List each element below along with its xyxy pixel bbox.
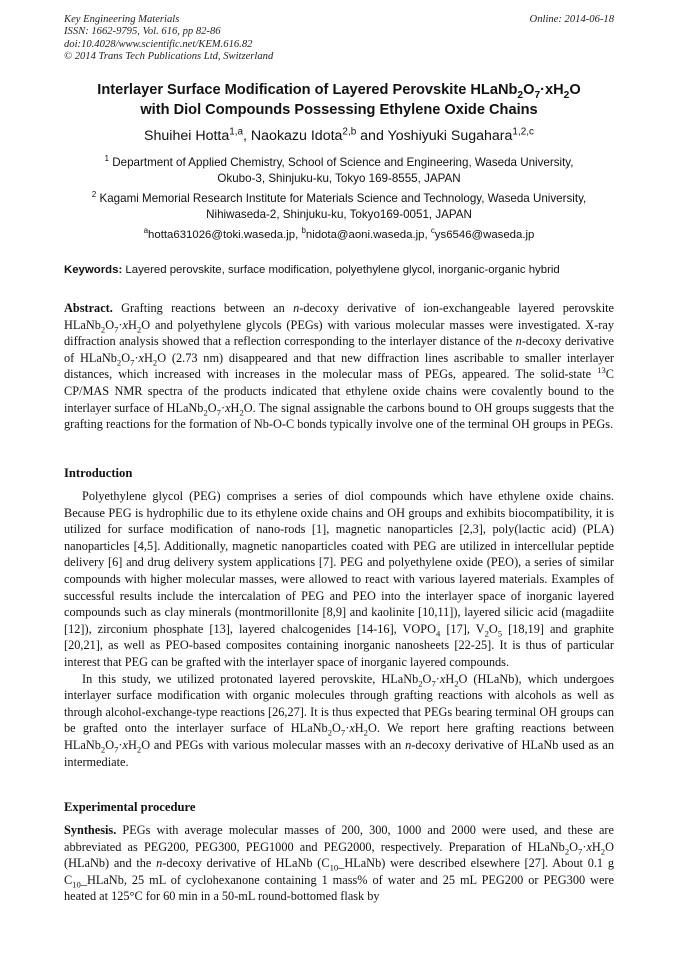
abstract-label: Abstract. (64, 301, 113, 315)
journal-issn: ISSN: 1662-9795, Vol. 616, pp 82-86 (64, 26, 221, 38)
affiliation-2: $^2$ Kagami Memorial Research Institute for Materials Science and Technology, Waseda University, Nihiwaseda-2, Shinjuku-ku, Tokyo169-0051, JAPAN (91, 190, 587, 221)
author-emails: $^a$hotta631026@toki.waseda.jp, $^b$nidota@aoni.waseda.jp, $^c$ys6546@waseda.jp (143, 226, 535, 241)
online-date: Online: 2014-06-18 (529, 14, 614, 25)
keywords: Keywords: Layered perovskite, surface modification, polyethylene glycol, inorganic-organic hybrid (64, 264, 560, 276)
journal-copyright: © 2014 Trans Tech Publications Ltd, Switzerland (64, 51, 274, 63)
affiliation-1: $^1$ Department of Applied Chemistry, School of Science and Engineering, Waseda University, Okubo-3, Shinjuku-ku, Tokyo 169-8555, JAPAN (104, 154, 574, 185)
author-name: Yoshiyuki Sugahara (387, 128, 513, 144)
synthesis-label: Synthesis. (64, 823, 117, 837)
paper-title (40, 80, 638, 120)
keywords-label: Keywords: (64, 264, 123, 276)
paragraph: In this study, we utilized protonated layered perovskite, $HLaNb_2O_7\cdot xH_2O$ (HLaNb), which undergoes interlayer surface modification with organic molecules through grafting reactions with alcohols as well as through alcohol-exchange-type reactions [26,27]. It is thus expected that PEGs bearing terminal OH groups can be grafted onto the interlayer surface of $HLaNb_2O_7\cdot xH_2O$. We report here grafting reactions between $HLaNb_2O_7\cdot xH_2O$ and PEGs with various molecular masses with an n-decoxy derivative of HLaNb used as an intermediate. (64, 671, 614, 769)
section-heading-introduction: Introduction (64, 466, 133, 480)
title-line-1: Interlayer Surface Modification of Layered Perovskite $HLaNb_2O_7\cdot xH_2O$ (97, 82, 581, 101)
author-name: Naokazu Idota (250, 128, 343, 144)
title-line-2: with Diol Compounds Possessing Ethylene Oxide Chains (140, 102, 538, 118)
introduction-body (64, 488, 614, 770)
section-heading-experimental: Experimental procedure (64, 800, 196, 814)
author-list: Shuihei Hotta$^{1,a}$, Naokazu Idota$^{2,b}$ and Yoshiyuki Sugahara$^{1,2,c}$ (144, 126, 534, 144)
paragraph: Polyethylene glycol (PEG) comprises a series of diol compounds which have ethylene oxide chains. Because PEG is hydrophilic due to its ethylene oxide chains and OH groups and exhibits biocompatibility, it is utilized for surface modification of nano-rods [1], magnetic nanoparticles [2,3], poly(lactic acid) (PLA) nanoparticles [4,5]. Additionally, magnetic nanoparticles coated with PEG are utilized in intercellular peptide delivery [6] and drug delivery system applications [7]. PEG and polyethylene oxide (PEO), a series of similar compounds with higher molecular masses, were allowed to react with various layered materials. Examples of successful results include the intercalation of PEG and PEO into the interlayer space of inorganic layered compounds such as clay minerals (montmorillonite [8,9] and kaolinite [10,11]), layered silicic acid (magadiite [12]), zirconium phosphate [13], layered chalcogenides [14-16], $VOPO_4$ [17], $V_2O_5$ [18,19] and graphite [20,21], as well as PEO-based composites containing inorganic nanosheets [22-25]. It is thus of particular interest that PEG can be grafted with the interlayer space of inorganic layered compounds. (64, 489, 614, 669)
author-name: Shuihei Hotta (144, 128, 230, 144)
journal-name: Key Engineering Materials (64, 14, 180, 25)
abstract: Abstract. Grafting reactions between an n-decoxy derivative of ion-exchangeable layered perovskite $HLaNb_2O_7\cdot xH_2O$ and polyethylene glycols (PEGs) with various molecular masses were investigated. X-ray diffraction analysis showed that a reflection corresponding to the interlayer distance of the n-decoxy derivative of $HLaNb_2O_7\cdot xH_2O$ (2.73 nm) disappeared and that new diffraction lines ascribable to smaller interlayer distances, which increased with increases in the molecular mass of PEGs, appeared. The solid-state $^{13}$C CP/MAS NMR spectra of the products indicated that ethylene oxide chains were covalently bound to the interlayer surface of $HLaNb_2O_7\cdot xH_2O$. The signal assignable the carbons bound to OH groups suggests that the grafting reactions for the formation of Nb-O-C bonds typically involve one of the terminal OH groups in PEGs. (64, 301, 614, 432)
journal-doi: doi:10.4028/www.scientific.net/KEM.616.82 (64, 38, 253, 50)
journal-header (64, 14, 273, 64)
experimental-body: Synthesis. PEGs with average molecular masses of 200, 300, 1000 and 2000 were used, and these are abbreviated as PEG200, PEG300, PEG1000 and PEG2000, respectively. Preparation of $HLaNb_2O_7\cdot xH_2O$ (HLaNb) and the n-decoxy derivative of HLaNb $(C_{10}\_HLaNb)$ were described elsewhere [27]. About 0.1 g $C_{10}\_HLaNb$, 25 mL of cyclohexanone containing 1 mass% of water and 25 mL PEG200 or PEG300 were heated at 125°C for 60 min in a 50-mL round-bottomed flask by (64, 823, 614, 904)
